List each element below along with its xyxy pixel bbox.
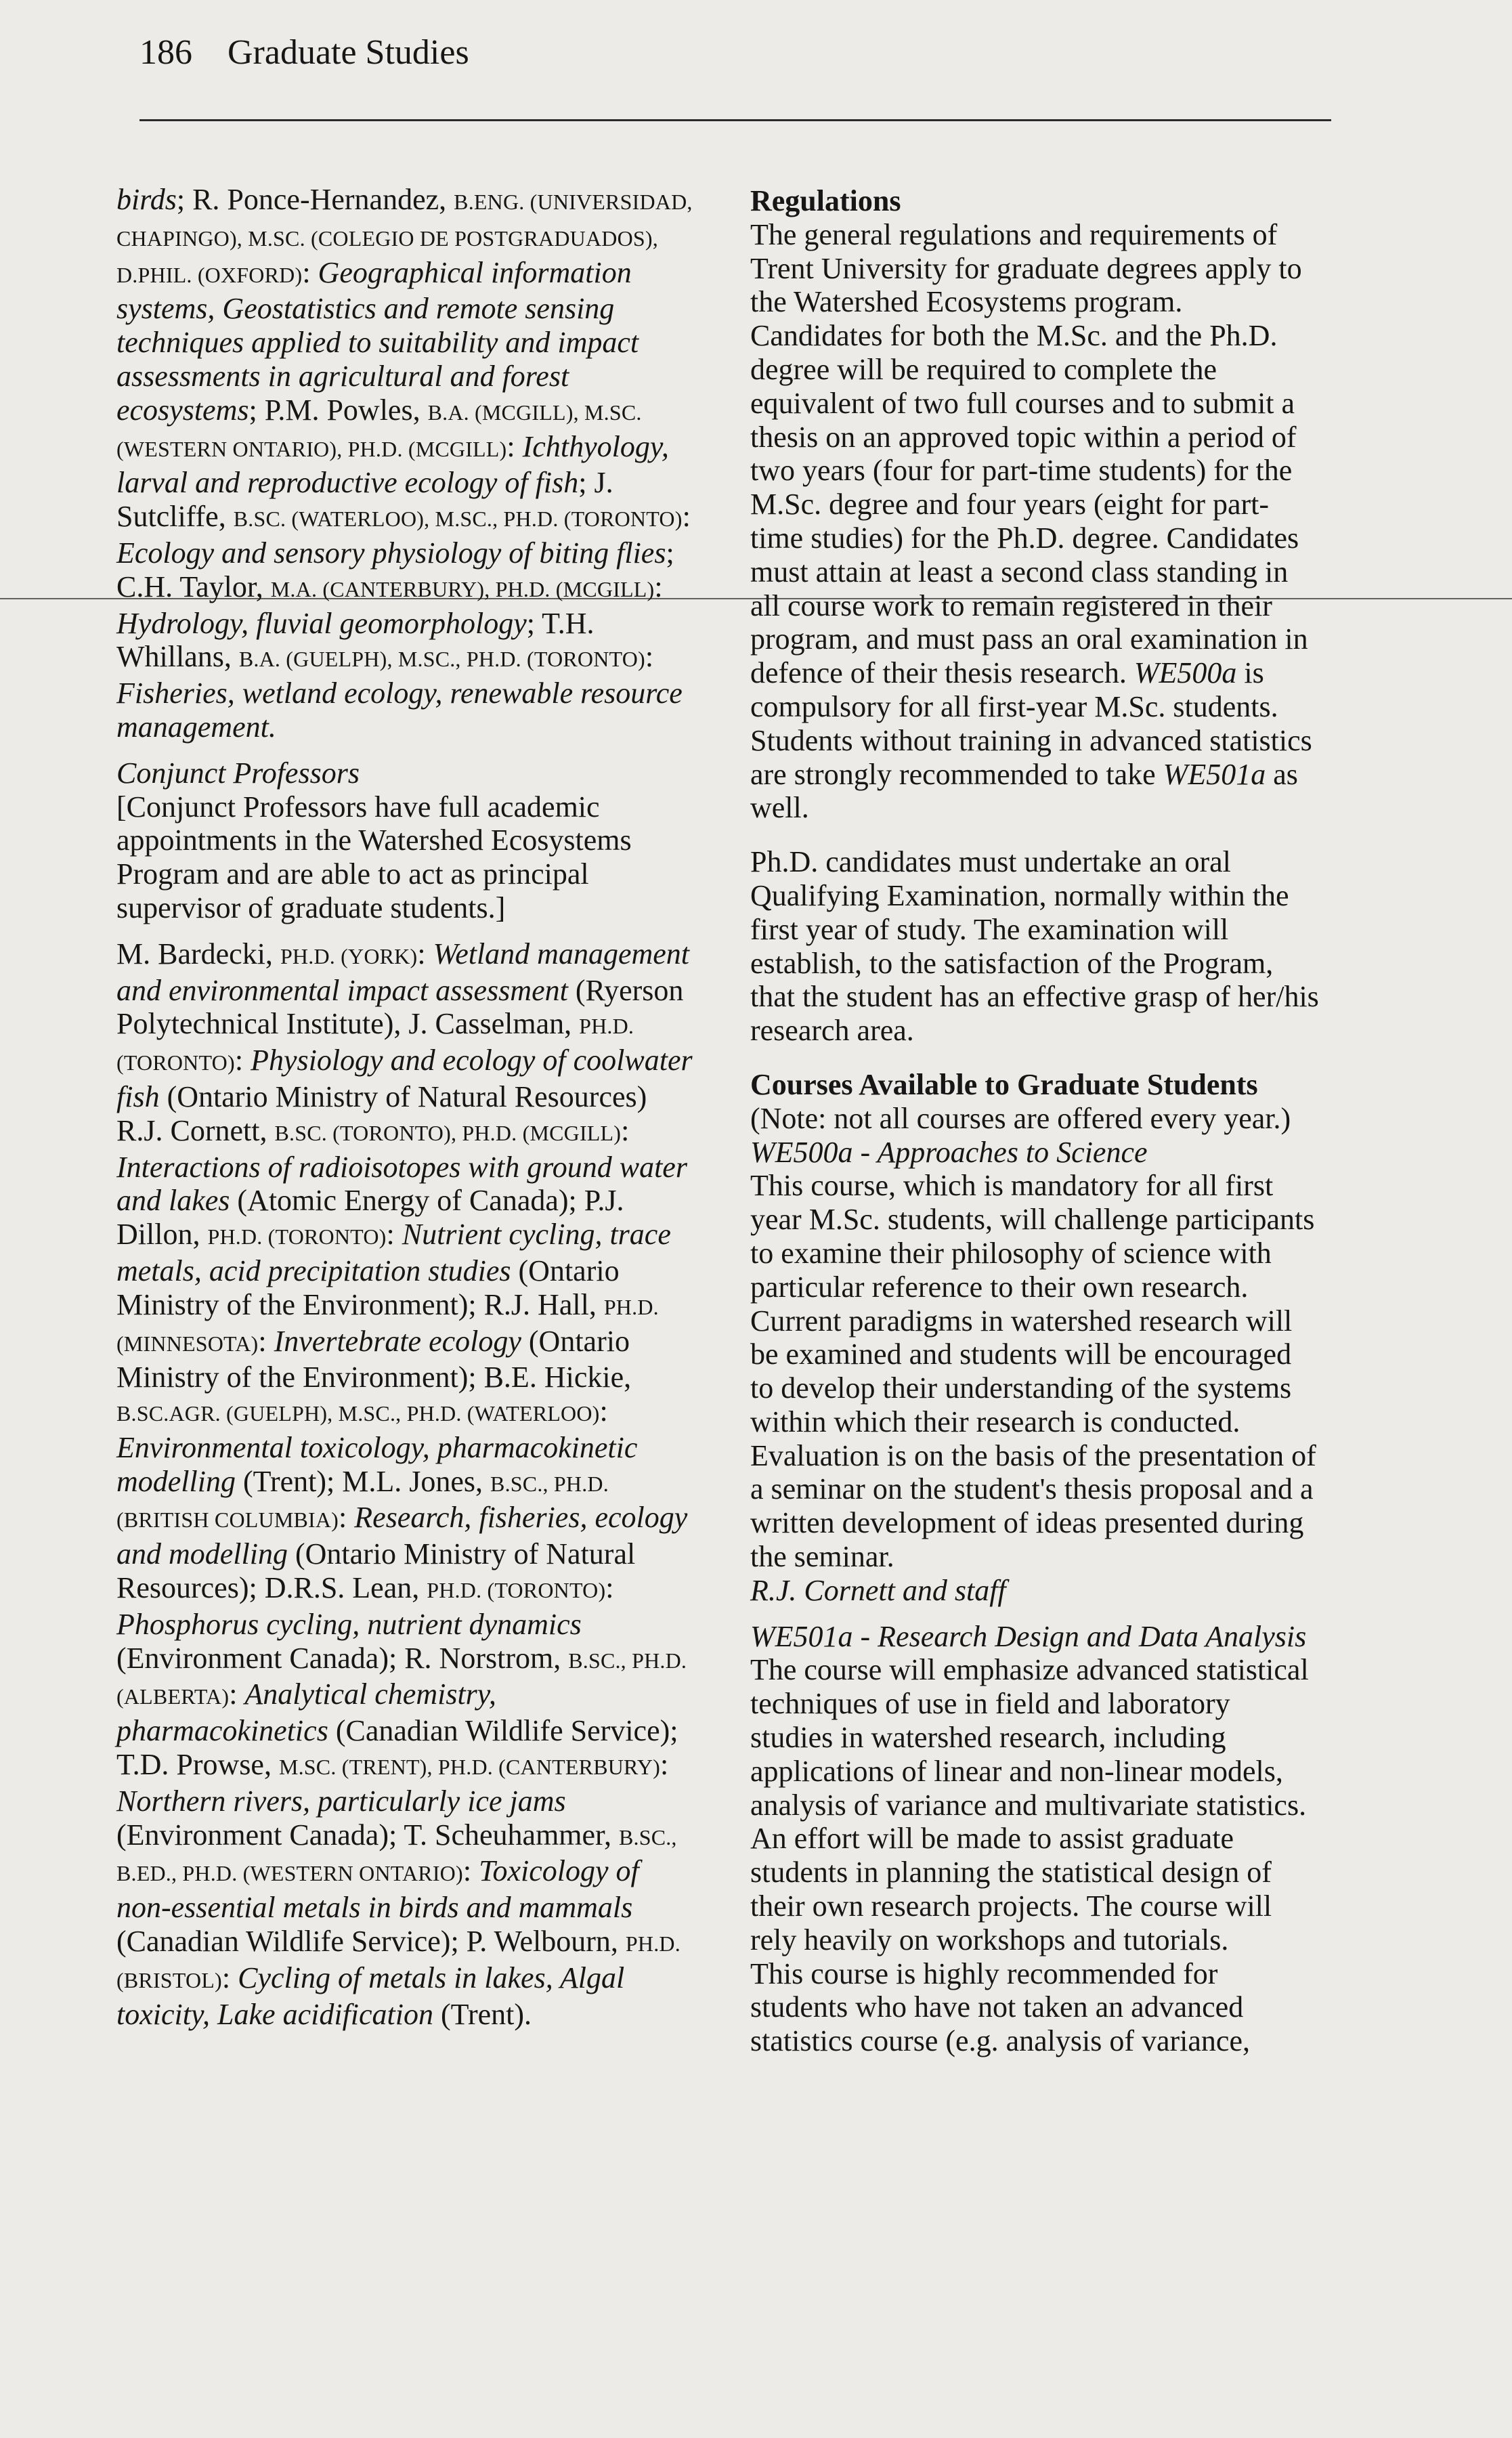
regulations-heading: Regulations <box>750 184 901 217</box>
left-column <box>116 183 699 2031</box>
regulations-paragraph: The general regulations and requirements of Trent University for graduate degrees apply to the Watershed Ecosystems program. Candidates for both the M.Sc. and the Ph.D. degree will be required to complete the equivalent of two full courses and to submit a thesis on an approved topic within a period of two years (four for part-time students) for the M.Sc. degree and four years (eight for part-time studies) for the Ph.D. degree. Candidates must attain at least a second class standing in all course work to remain registered in their program, and must pass an oral examination in defence of their thesis research. WE500a is compulsory for all first-year M.Sc. students. Students without training in advanced statistics are strongly recommended to take WE501a as well. <box>750 217 1312 825</box>
course-we501a-description: The course will emphasize advanced statistical techniques of use in field and laboratory studies in watershed research, including applications of linear and non-linear models, analysis of variance and multivariate statistics. An effort will be made to assist graduate students in planning the statistical design of their own research projects. The course will rely heavily on workshops and tutorials. <box>750 1653 1309 1956</box>
course-we500a-instructor: R.J. Cornett and staff <box>750 1573 1006 1607</box>
right-column <box>750 184 1319 2058</box>
conjunct-list: M. Bardecki, PH.D. (YORK): Wetland management and environmental impact assessment (Ryerson Polytechnical Institute), J. Casselman, PH.D. (TORONTO): Physiology and ecology of coolwater fish (Ontario Ministry of Natural Resources) R.J. Cornett, B.SC. (TORONTO), PH.D. (MCGILL): Interactions of radioisotopes with ground water and lakes (Atomic Energy of Canada); P.J. Dillon, PH.D. (TORONTO): Nutrient cycling, trace metals, acid precipitation studies (Ontario Ministry of the Environment); R.J. Hall, PH.D. (MINNESOTA): Invertebrate ecology (Ontario Ministry of the Environment); B.E. Hickie, B.SC.AGR. (GUELPH), M.SC., PH.D. (WATERLOO): Environmental toxicology, pharmacokinetic modelling (Trent); M.L. Jones, B.SC., PH.D. (BRITISH COLUMBIA): Research, fisheries, ecology and modelling (Ontario Ministry of Natural Resources); D.R.S. Lean, PH.D. (TORONTO): Phosphorus cycling, nutrient dynamics (Environment Canada); R. Norstrom, B.SC., PH.D. (ALBERTA): Analytical chemistry, pharmacokinetics (Canadian Wildlife Service); T.D. Prowse, M.SC. (TRENT), PH.D. (CANTERBURY): Northern rivers, particularly ice jams (Environment Canada); T. Scheuhammer, B.SC., B.ED., PH.D. (WESTERN ONTARIO): Toxicology of non-essential metals in birds and mammals (Canadian Wildlife Service); P. Welbourn, PH.D. (BRISTOL): Cycling of metals in lakes, Algal toxicity, Lake acidification (Trent). <box>116 937 693 2031</box>
header-rule <box>139 119 1331 121</box>
running-title: Graduate Studies <box>228 33 469 72</box>
faculty-list-continued: birds; R. Ponce-Hernandez, B.ENG. (UNIVERSIDAD, CHAPINGO), M.SC. (COLEGIO DE POSTGRADUADOS), D.PHIL. (OXFORD): Geographical information systems, Geostatistics and remote sensing techniques applied to suitability and impact assessments in agricultural and forest ecosystems; P.M. Powles, B.A. (MCGILL), M.SC. (WESTERN ONTARIO), PH.D. (MCGILL): Ichthyology, larval and reproductive ecology of fish; J. Sutcliffe, B.SC. (WATERLOO), M.SC., PH.D. (TORONTO): Ecology and sensory physiology of biting flies; C.H. Taylor, M.A. (CANTERBURY), PH.D. (MCGILL): Hydrology, fluvial geomorphology; T.H. Whillans, B.A. (GUELPH), M.SC., PH.D. (TORONTO): Fisheries, wetland ecology, renewable resource management. <box>116 183 693 744</box>
page-number: 186 <box>139 33 192 72</box>
course-we500a-title: WE500a - Approaches to Science <box>750 1135 1148 1169</box>
conjunct-heading: Conjunct Professors <box>116 756 360 790</box>
running-header <box>139 33 469 73</box>
conjunct-note: [Conjunct Professors have full academic appointments in the Watershed Ecosystems Program and are able to act as principal supervisor of graduate students.] <box>116 790 632 924</box>
course-we501a-title: WE501a - Research Design and Data Analysis <box>750 1619 1307 1653</box>
phd-paragraph: Ph.D. candidates must undertake an oral Qualifying Examination, normally within the first year of study. The examination will establish, to the satisfaction of the Program, that the student has an effective grasp of her/his research area. <box>750 845 1319 1048</box>
course-we500a-description: This course, which is mandatory for all first year M.Sc. students, will challenge participants to examine their philosophy of science with particular reference to their own research. Current paradigms in watershed research will be examined and students will be encouraged to develop their understanding of the systems within which their research is conducted. Evaluation is on the basis of the presentation of a seminar on the student's thesis proposal and a written development of ideas presented during the seminar. <box>750 1169 1316 1574</box>
courses-heading: Courses Available to Graduate Students (Note: not all courses are offered every year.) <box>750 1067 1291 1135</box>
course-we501a-note: This course is highly recommended for students who have not taken an advanced statistics course (e.g. analysis of variance, <box>750 1956 1250 2058</box>
